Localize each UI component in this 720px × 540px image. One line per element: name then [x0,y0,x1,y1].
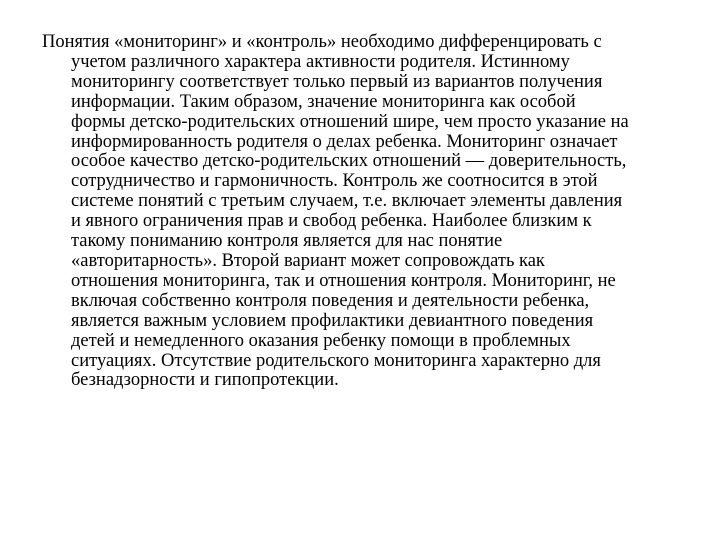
body-paragraph: Понятия «мониторинг» и «контроль» необходимо дифференцировать с учетом различного характера активности родителя. Истинному мониторингу соответствует только первый из вариантов получения информации. Таким образом, значение мониторинга как особой формы детско-родительских отношений шире, чем просто указание на информированность родителя о делах ребенка. Мониторинг означает особое качество детско-родительских отношений — доверительность, сотрудничество и гармоничность. Контроль же соотносится в этой системе понятий с третьим случаем, т.е. включает элементы давления и явного ограничения прав и свобод ребенка. Наиболее близким к такому пониманию контроля является для нас понятие «авторитарность». Второй вариант может сопровождать как отношения мониторинга, так и отношения контроля. Мониторинг, не включая собственно контроля поведения и деятельности ребенка, является важным условием профилактики девиантного поведения детей и немедленного оказания ребенку помощи в проблемных ситуациях. Отсутствие родительского мониторинга характерно для безнадзорности и гипопротекции. [42,32,629,391]
